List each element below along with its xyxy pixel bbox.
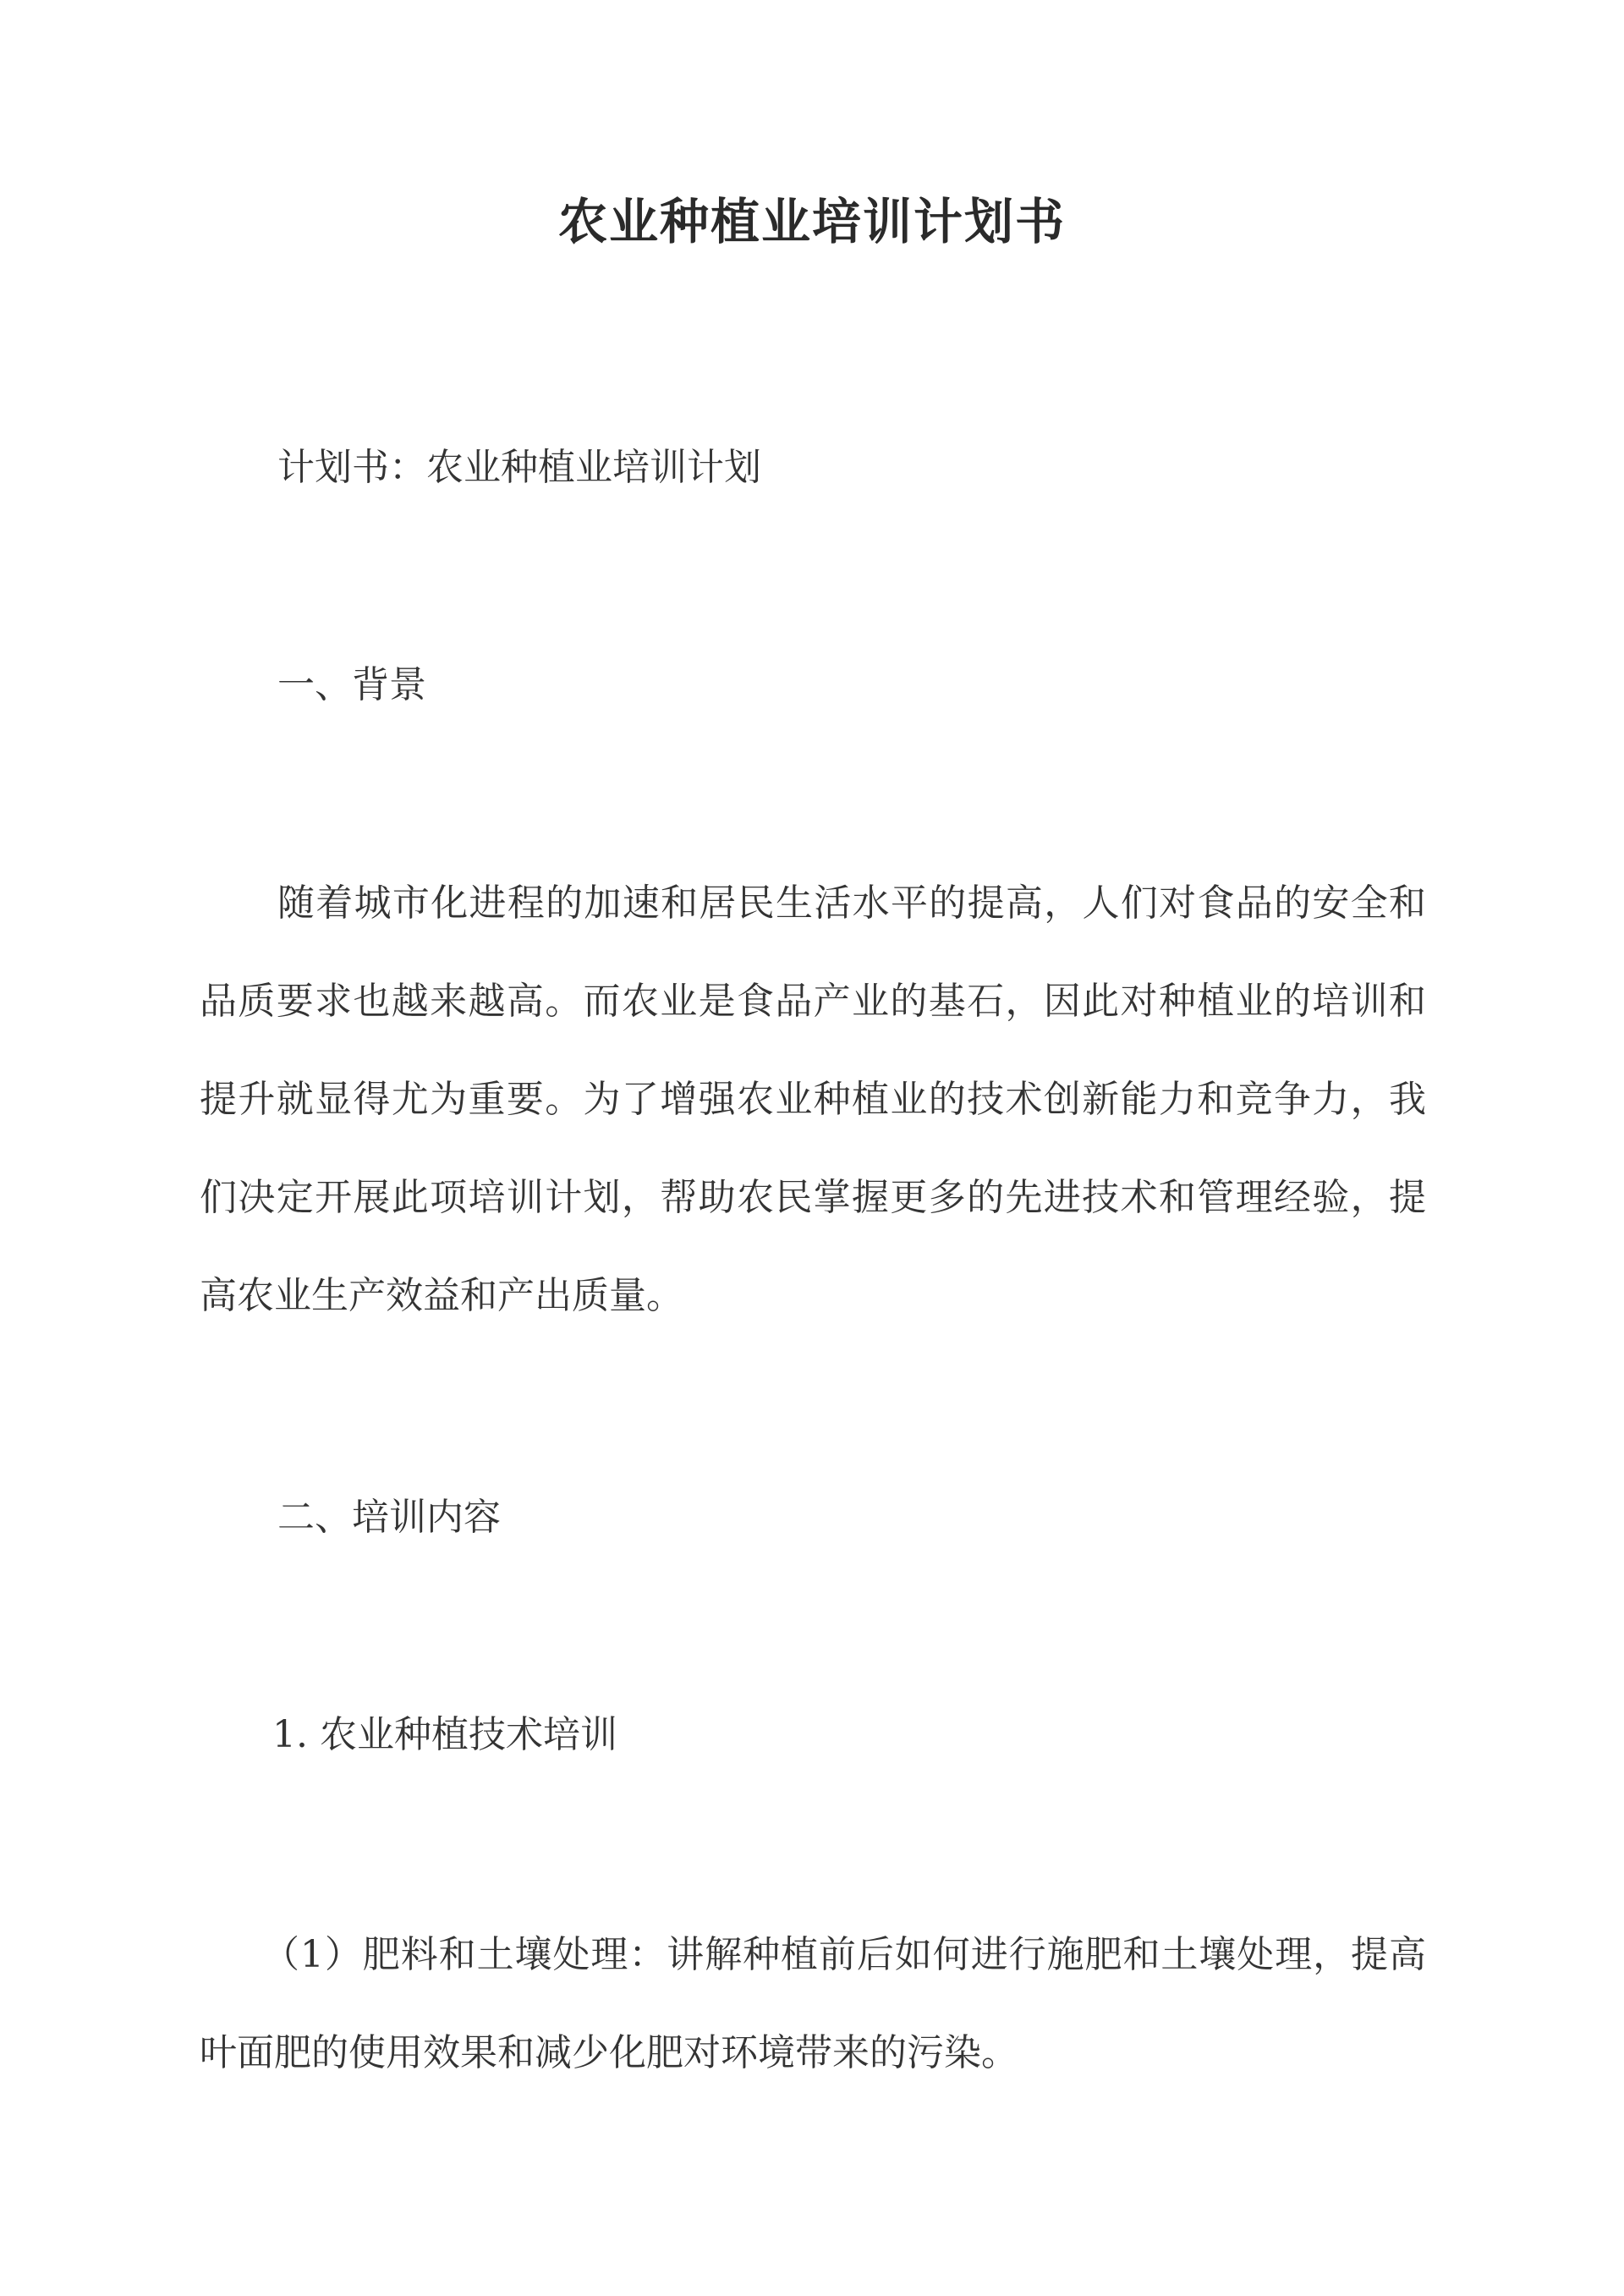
document-title: 农业种植业培训计划书 <box>557 193 1066 250</box>
background-paragraph: 随着城市化进程的加速和居民生活水平的提高，人们对食品的安全和品质要求也越来越高。而农业是食品产业的基石，因此对种植业的培训和提升就显得尤为重要。为了增强农业种植业的技术创新能力和竞争力，我们决定开展此项培训计划，帮助农民掌握更多的先进技术和管理经验，提高农业生产效益和产出质量。 <box>200 882 1426 1317</box>
section-heading-background: 一、背景 <box>277 663 426 706</box>
subheading-planting-technology: 1. 农业种植技术培训 <box>272 1713 617 1756</box>
item-fertilizer-soil: （1）肥料和土壤处理：讲解种植前后如何进行施肥和土壤处理，提高叶面肥的使用效果和减少化肥对环境带来的污染。 <box>200 1933 1426 2074</box>
section-heading-training-content: 二、培训内容 <box>277 1496 501 1539</box>
document-subtitle: 计划书：农业种植业培训计划 <box>277 446 761 489</box>
